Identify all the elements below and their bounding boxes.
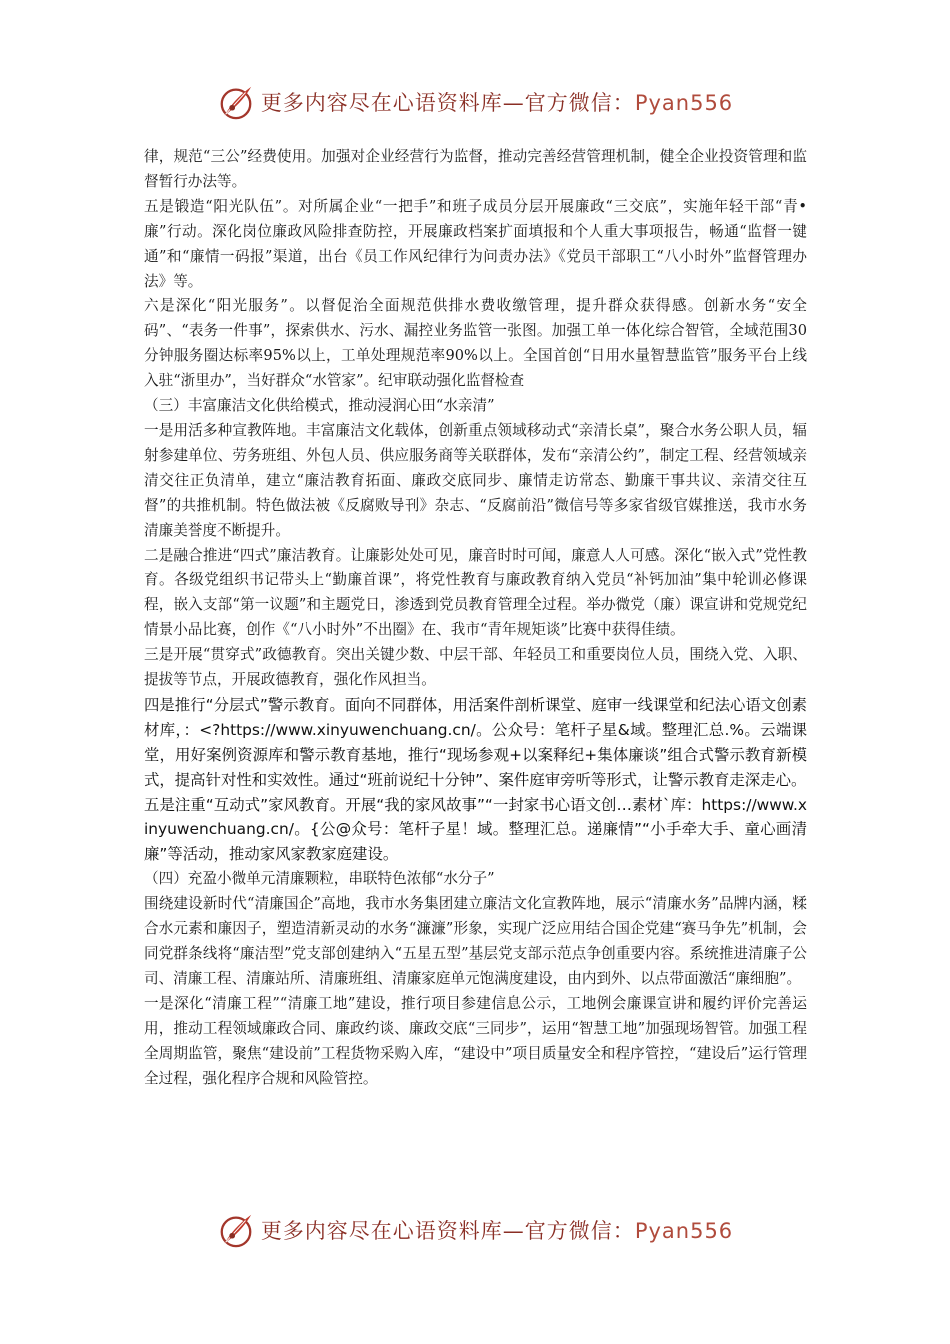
paragraph: 六是深化“阳光服务”。以督促治全面规范供排水费收缴管理，提升群众获得感。创新水务“安全码”、“表务一件事”，探索供水、污水、漏控业务监管一张图。加强工单一体化综合智管，全域范围30分钟服务圈达标率95%以上，工单处理规范率90%以上。全国首创“日用水量智慧监管”服务平台上线入驻“浙里办”，当好群众“水管家”。纪审联动强化监督检查 <box>144 297 807 390</box>
banner-wechat-id: Pyan556 <box>634 91 734 115</box>
quill-logo-icon <box>217 83 255 121</box>
paragraph: 律，规范“三公”经费使用。加强对企业经营行为监督，推动完善经营管理机制，健全企业投资管理和监督暂行办法等。 <box>144 148 807 190</box>
banner-text-cn: 更多内容尽在心语资料库—官方微信： <box>260 1219 635 1243</box>
paragraph: 五是注重“互动式”家风教育。开展“我的家风故事”“一封家书心语文创…素材`库：https://www.xinyuwenchuang.cn/。{公@众号：笔杆子星！域。整理汇总。递廉情”“小手牵大手、童心画清廉”等活动，推动家风家教家庭建设。 <box>144 795 807 864</box>
section-heading: （四）充盈小微单元清廉颗粒，串联特色浓郁“水分子” <box>144 870 495 888</box>
document-body <box>144 145 807 1091</box>
paragraph: 围绕建设新时代“清廉国企”高地，我市水务集团建立廉洁文化宣教阵地，展示“清廉水务”品牌内涵，糅合水元素和廉因子，塑造清新灵动的水务“濂濂”形象，实现广泛应用结合国企党建“赛马争先”机制，会同党群条线将“廉洁型”党支部创建纳入“五星五型”基层党支部示范点争创重要内容。系统推进清廉子公司、清廉工程、清廉站所、清廉班组、清廉家庭单元饱满度建设，由内到外、以点带面激活“廉细胞”。 <box>144 895 807 987</box>
paragraph: 一是用活多种宣教阵地。丰富廉洁文化载体，创新重点领域移动式“亲清长桌”，聚合水务公职人员，辐射参建单位、劳务班组、外包人员、供应服务商等关联群体，发布“亲清公约”，制定工程、经营领域亲清交往正负清单，建立“廉洁教育拓面、廉政交底同步、廉情走访常态、勤廉干事共议、亲清交往互督”的共推机制。特色做法被《反腐败导刊》杂志、“反腐前沿”微信号等多家省级官媒推送，我市水务清廉美誉度不断提升。 <box>144 421 807 539</box>
paragraph: 一是深化“清廉工程”“清廉工地”建设，推行项目参建信息公示，工地例会廉课宣讲和履约评价完善运用，推动工程领域廉政合同、廉政约谈、廉政交底“三同步”，运用“智慧工地”加强现场智管。加强工程全周期监管，聚焦“建设前”工程货物采购入库，“建设中”项目质量安全和程序管控，“建设后”运行管理全过程，强化程序合规和风险管控。 <box>144 994 807 1087</box>
quill-logo-icon <box>217 1211 255 1249</box>
banner-wechat-id: Pyan556 <box>634 1219 734 1243</box>
paragraph: 五是锻造“阳光队伍”。对所属企业“一把手”和班子成员分层开展廉政“三交底”，实施年轻干部“青•廉”行动。深化岗位廉政风险排查防控，开展廉政档案扩面填报和个人重大事项报告，畅通“监督一键通”和“廉情一码报”渠道，出台《员工作风纪律行为问责办法》《党员干部职工“八小时外”监督管理办法》等。 <box>144 197 807 290</box>
paragraph: 三是开展“贯穿式”政德教育。突出关键少数、中层干部、年轻员工和重要岗位人员，围绕入党、入职、提拔等节点，开展政德教育，强化作风担当。 <box>144 646 807 689</box>
banner-text-cn: 更多内容尽在心语资料库—官方微信： <box>260 91 635 115</box>
paragraph: 四是推行“分层式”警示教育。面向不同群体，用活案件剖析课堂、庭审一线课堂和纪法心语文创素材库，：<?https://www.xinyuwenchuang.cn/。公众号：笔杆子星&域。整理汇总.%。云端课堂，用好案例资源库和警示教育基地，推行“现场参观+以案释纪+集体廉谈”组合式警示教育新模式，提高针对性和实效性。通过“班前说纪十分钟”、案件庭审旁听等形式，让警示教育走深走心。 <box>144 695 807 789</box>
banner-text <box>261 87 733 117</box>
section-heading: （三）丰富廉洁文化供给模式，推动浸润心田“水亲清” <box>144 397 495 415</box>
header-watermark-banner <box>0 82 950 122</box>
footer-watermark-banner <box>0 1210 950 1250</box>
paragraph: 二是融合推进“四式”廉洁教育。让廉影处处可见，廉音时时可闻，廉意人人可感。深化“嵌入式”党性教育。各级党组织书记带头上“勤廉首课”，将党性教育与廉政教育纳入党员“补钙加油”集中轮训必修课程，嵌入支部“第一议题”和主题党日，渗透到党员教育管理全过程。举办微党（廉）课宣讲和党规党纪情景小品比赛，创作《“八小时外”不出圈》在、我市“青年规矩谈”比赛中获得佳绩。 <box>144 546 807 639</box>
banner-text <box>261 1215 733 1245</box>
